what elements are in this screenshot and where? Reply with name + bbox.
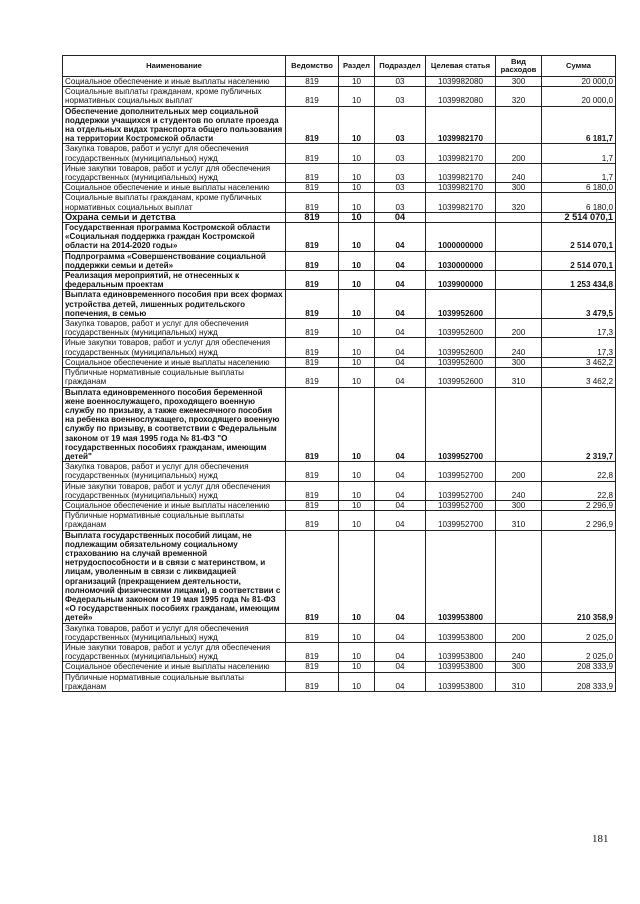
cell-target-article: 1039953800 xyxy=(426,672,496,691)
cell-name: Подпрограмма «Совершенствование социальной поддержки семьи и детей» xyxy=(63,251,286,270)
cell-section: 10 xyxy=(339,623,375,642)
cell-section: 10 xyxy=(339,319,375,338)
cell-department: 819 xyxy=(286,511,339,530)
cell-subsection: 03 xyxy=(375,77,426,87)
cell-expense-type: 300 xyxy=(496,183,542,193)
cell-subsection: 03 xyxy=(375,87,426,106)
cell-expense-type: 310 xyxy=(496,368,542,387)
cell-sum: 1,7 xyxy=(542,163,616,182)
cell-subsection: 04 xyxy=(375,212,426,222)
table-row xyxy=(63,87,616,106)
cell-department: 819 xyxy=(286,290,339,319)
table-row xyxy=(63,357,616,367)
cell-expense-type: 200 xyxy=(496,319,542,338)
cell-name: Государственная программа Костромской области «Социальная поддержка граждан Костромской области на 2014-2020 годы» xyxy=(63,223,286,252)
cell-expense-type: 320 xyxy=(496,193,542,212)
cell-department: 819 xyxy=(286,672,339,691)
cell-subsection: 04 xyxy=(375,319,426,338)
cell-expense-type xyxy=(496,106,542,144)
cell-section: 10 xyxy=(339,193,375,212)
cell-target-article: 1039953800 xyxy=(426,530,496,623)
cell-department: 819 xyxy=(286,87,339,106)
cell-section: 10 xyxy=(339,77,375,87)
cell-target-article: 1039982170 xyxy=(426,193,496,212)
cell-subsection: 04 xyxy=(375,511,426,530)
cell-subsection: 03 xyxy=(375,144,426,163)
cell-name: Публичные нормативные социальные выплаты гражданам xyxy=(63,511,286,530)
header-name: Наименование xyxy=(63,56,286,77)
cell-target-article: 1039953800 xyxy=(426,642,496,661)
page-number: 181 xyxy=(592,833,609,845)
cell-target-article: 1039982170 xyxy=(426,144,496,163)
cell-department: 819 xyxy=(286,387,339,462)
cell-section: 10 xyxy=(339,511,375,530)
cell-department: 819 xyxy=(286,462,339,481)
cell-expense-type: 200 xyxy=(496,144,542,163)
cell-subsection: 03 xyxy=(375,193,426,212)
cell-section: 10 xyxy=(339,271,375,290)
table-row xyxy=(63,212,616,222)
cell-department: 819 xyxy=(286,212,339,222)
table-row xyxy=(63,662,616,672)
cell-target-article: 1039953800 xyxy=(426,623,496,642)
cell-sum: 17,3 xyxy=(542,319,616,338)
cell-subsection: 04 xyxy=(375,251,426,270)
cell-department: 819 xyxy=(286,319,339,338)
cell-subsection: 04 xyxy=(375,662,426,672)
cell-sum: 208 333,9 xyxy=(542,662,616,672)
cell-subsection: 03 xyxy=(375,183,426,193)
cell-name: Иные закупки товаров, работ и услуг для обеспечения государственных (муниципальных) нужд xyxy=(63,338,286,357)
cell-department: 819 xyxy=(286,530,339,623)
cell-target-article: 1039952600 xyxy=(426,290,496,319)
cell-target-article: 1030000000 xyxy=(426,251,496,270)
cell-name: Закупка товаров, работ и услуг для обеспечения государственных (муниципальных) нужд xyxy=(63,319,286,338)
table-row xyxy=(63,387,616,462)
cell-target-article: 1039900000 xyxy=(426,271,496,290)
cell-subsection: 03 xyxy=(375,106,426,144)
cell-sum: 22,8 xyxy=(542,481,616,500)
cell-department: 819 xyxy=(286,623,339,642)
cell-department: 819 xyxy=(286,481,339,500)
cell-section: 10 xyxy=(339,462,375,481)
cell-sum: 20 000,0 xyxy=(542,77,616,87)
budget-table xyxy=(62,55,616,692)
table-row xyxy=(63,642,616,661)
cell-expense-type: 300 xyxy=(496,77,542,87)
table-row xyxy=(63,223,616,252)
cell-sum: 2 319,7 xyxy=(542,387,616,462)
cell-section: 10 xyxy=(339,144,375,163)
table-row xyxy=(63,672,616,691)
cell-section: 10 xyxy=(339,290,375,319)
cell-name: Социальное обеспечение и иные выплаты населению xyxy=(63,500,286,510)
cell-expense-type xyxy=(496,387,542,462)
cell-name: Социальное обеспечение и иные выплаты населению xyxy=(63,183,286,193)
cell-expense-type: 240 xyxy=(496,481,542,500)
table-row xyxy=(63,251,616,270)
cell-expense-type: 300 xyxy=(496,500,542,510)
cell-expense-type: 300 xyxy=(496,662,542,672)
cell-name: Закупка товаров, работ и услуг для обеспечения государственных (муниципальных) нужд xyxy=(63,144,286,163)
cell-sum: 2 025,0 xyxy=(542,642,616,661)
cell-expense-type xyxy=(496,271,542,290)
cell-subsection: 04 xyxy=(375,462,426,481)
cell-sum: 2 514 070,1 xyxy=(542,223,616,252)
cell-department: 819 xyxy=(286,271,339,290)
table-body xyxy=(63,77,616,692)
cell-subsection: 04 xyxy=(375,387,426,462)
cell-department: 819 xyxy=(286,77,339,87)
cell-expense-type: 300 xyxy=(496,357,542,367)
cell-subsection: 04 xyxy=(375,271,426,290)
cell-section: 10 xyxy=(339,163,375,182)
cell-target-article: 1000000000 xyxy=(426,223,496,252)
cell-target-article: 1039952700 xyxy=(426,481,496,500)
cell-subsection: 04 xyxy=(375,223,426,252)
cell-sum: 3 462,2 xyxy=(542,368,616,387)
header-section: Раздел xyxy=(339,56,375,77)
cell-department: 819 xyxy=(286,500,339,510)
cell-name: Социальное обеспечение и иные выплаты населению xyxy=(63,77,286,87)
cell-target-article: 1039952700 xyxy=(426,387,496,462)
cell-target-article: 1039982170 xyxy=(426,106,496,144)
header-sum: Сумма xyxy=(542,56,616,77)
cell-section: 10 xyxy=(339,212,375,222)
cell-department: 819 xyxy=(286,163,339,182)
table-row xyxy=(63,462,616,481)
cell-expense-type: 240 xyxy=(496,338,542,357)
cell-name: Социальное обеспечение и иные выплаты населению xyxy=(63,357,286,367)
cell-expense-type xyxy=(496,223,542,252)
cell-name: Выплата государственных пособий лицам, не подлежащим обязательному социальному страхованию на случай временной нетрудоспособности и в связи с материнством, и лицам, уволенным в связи с ликвидацией организаций (прекращением деятельности, полномочий физическими лицами), в соответствии с Федеральным законом от 19 мая 1995 года № 81-ФЗ «О государственных пособиях гражданам, имеющим детей» xyxy=(63,530,286,623)
table-row xyxy=(63,319,616,338)
cell-section: 10 xyxy=(339,357,375,367)
cell-section: 10 xyxy=(339,368,375,387)
cell-department: 819 xyxy=(286,106,339,144)
cell-subsection: 04 xyxy=(375,642,426,661)
cell-name: Социальные выплаты гражданам, кроме публичных нормативных социальных выплат xyxy=(63,193,286,212)
cell-target-article: 1039982170 xyxy=(426,183,496,193)
cell-target-article: 1039952600 xyxy=(426,319,496,338)
cell-subsection: 04 xyxy=(375,530,426,623)
cell-expense-type: 240 xyxy=(496,163,542,182)
cell-expense-type: 320 xyxy=(496,87,542,106)
cell-sum: 20 000,0 xyxy=(542,87,616,106)
cell-department: 819 xyxy=(286,642,339,661)
cell-section: 10 xyxy=(339,106,375,144)
cell-section: 10 xyxy=(339,642,375,661)
cell-target-article: 1039952700 xyxy=(426,500,496,510)
cell-name: Закупка товаров, работ и услуг для обеспечения государственных (муниципальных) нужд xyxy=(63,623,286,642)
cell-sum: 6 180,0 xyxy=(542,183,616,193)
cell-expense-type: 310 xyxy=(496,511,542,530)
table-row xyxy=(63,623,616,642)
cell-expense-type xyxy=(496,212,542,222)
header-department: Ведомство xyxy=(286,56,339,77)
cell-target-article: 1039952700 xyxy=(426,511,496,530)
cell-expense-type xyxy=(496,290,542,319)
cell-sum: 1,7 xyxy=(542,144,616,163)
cell-sum: 17,3 xyxy=(542,338,616,357)
cell-name: Иные закупки товаров, работ и услуг для обеспечения государственных (муниципальных) нужд xyxy=(63,481,286,500)
cell-target-article: 1039982170 xyxy=(426,163,496,182)
cell-name: Охрана семьи и детства xyxy=(63,212,286,222)
table-row xyxy=(63,106,616,144)
cell-expense-type: 240 xyxy=(496,642,542,661)
cell-name: Публичные нормативные социальные выплаты гражданам xyxy=(63,672,286,691)
cell-subsection: 04 xyxy=(375,357,426,367)
cell-department: 819 xyxy=(286,144,339,163)
cell-sum: 210 358,9 xyxy=(542,530,616,623)
cell-name: Реализация мероприятий, не отнесенных к федеральным проектам xyxy=(63,271,286,290)
table-row xyxy=(63,481,616,500)
cell-name: Обеспечение дополнительных мер социальной поддержки учащихся и студентов по оплате проезда на отдельных видах транспорта общего пользования на территории Костромской области xyxy=(63,106,286,144)
cell-sum: 2 514 070,1 xyxy=(542,212,616,222)
cell-sum: 2 296,9 xyxy=(542,511,616,530)
table-row xyxy=(63,144,616,163)
cell-target-article: 1039952600 xyxy=(426,357,496,367)
cell-target-article: 1039982080 xyxy=(426,77,496,87)
cell-expense-type: 200 xyxy=(496,623,542,642)
cell-name: Выплата единовременного пособия при всех формах устройства детей, лишенных родительского попечения, в семью xyxy=(63,290,286,319)
cell-subsection: 04 xyxy=(375,290,426,319)
cell-subsection: 04 xyxy=(375,481,426,500)
cell-sum: 6 181,7 xyxy=(542,106,616,144)
table-row xyxy=(63,511,616,530)
cell-department: 819 xyxy=(286,338,339,357)
cell-name: Закупка товаров, работ и услуг для обеспечения государственных (муниципальных) нужд xyxy=(63,462,286,481)
cell-section: 10 xyxy=(339,251,375,270)
cell-sum: 1 253 434,8 xyxy=(542,271,616,290)
cell-target-article: 1039952700 xyxy=(426,462,496,481)
cell-subsection: 04 xyxy=(375,368,426,387)
cell-expense-type xyxy=(496,530,542,623)
cell-name: Выплата единовременного пособия беременной жене военнослужащего, проходящего военную службу по призыву, а также ежемесячного пособия на ребенка военнослужащего, проходящего военную службу по призыву, в соответствии с Федеральным законом от 19 мая 1995 года № 81-ФЗ "О государственных пособиях гражданам, имеющим детей" xyxy=(63,387,286,462)
cell-sum: 2 296,9 xyxy=(542,500,616,510)
cell-section: 10 xyxy=(339,387,375,462)
cell-subsection: 04 xyxy=(375,338,426,357)
cell-department: 819 xyxy=(286,662,339,672)
cell-sum: 3 462,2 xyxy=(542,357,616,367)
cell-section: 10 xyxy=(339,481,375,500)
cell-target-article: 1039953800 xyxy=(426,662,496,672)
cell-section: 10 xyxy=(339,662,375,672)
table-row xyxy=(63,368,616,387)
cell-section: 10 xyxy=(339,183,375,193)
cell-target-article: 1039952600 xyxy=(426,368,496,387)
cell-sum: 2 025,0 xyxy=(542,623,616,642)
header-expense-type: Вид расходов xyxy=(496,56,542,77)
cell-subsection: 04 xyxy=(375,623,426,642)
table-row xyxy=(63,77,616,87)
cell-name: Социальные выплаты гражданам, кроме публичных нормативных социальных выплат xyxy=(63,87,286,106)
cell-sum: 3 479,5 xyxy=(542,290,616,319)
cell-subsection: 04 xyxy=(375,500,426,510)
cell-name: Социальное обеспечение и иные выплаты населению xyxy=(63,662,286,672)
cell-name: Иные закупки товаров, работ и услуг для обеспечения государственных (муниципальных) нужд xyxy=(63,163,286,182)
cell-department: 819 xyxy=(286,183,339,193)
cell-section: 10 xyxy=(339,223,375,252)
cell-department: 819 xyxy=(286,357,339,367)
header-target-article: Целевая статья xyxy=(426,56,496,77)
cell-department: 819 xyxy=(286,193,339,212)
table-row xyxy=(63,530,616,623)
table-row xyxy=(63,290,616,319)
header-subsection: Подраздел xyxy=(375,56,426,77)
cell-subsection: 04 xyxy=(375,672,426,691)
cell-department: 819 xyxy=(286,223,339,252)
table-row xyxy=(63,500,616,510)
cell-target-article: 1039952600 xyxy=(426,338,496,357)
table-row xyxy=(63,271,616,290)
cell-department: 819 xyxy=(286,251,339,270)
table-row xyxy=(63,183,616,193)
cell-subsection: 03 xyxy=(375,163,426,182)
cell-name: Публичные нормативные социальные выплаты гражданам xyxy=(63,368,286,387)
cell-section: 10 xyxy=(339,338,375,357)
cell-target-article: 1039982080 xyxy=(426,87,496,106)
table-row xyxy=(63,338,616,357)
table-row xyxy=(63,193,616,212)
cell-target-article xyxy=(426,212,496,222)
cell-section: 10 xyxy=(339,500,375,510)
cell-section: 10 xyxy=(339,672,375,691)
table-header-row xyxy=(63,56,616,77)
table-row xyxy=(63,163,616,182)
cell-sum: 208 333,9 xyxy=(542,672,616,691)
cell-expense-type: 200 xyxy=(496,462,542,481)
cell-section: 10 xyxy=(339,87,375,106)
cell-section: 10 xyxy=(339,530,375,623)
cell-expense-type xyxy=(496,251,542,270)
cell-expense-type: 310 xyxy=(496,672,542,691)
cell-department: 819 xyxy=(286,368,339,387)
cell-name: Иные закупки товаров, работ и услуг для обеспечения государственных (муниципальных) нужд xyxy=(63,642,286,661)
cell-sum: 6 180,0 xyxy=(542,193,616,212)
cell-sum: 2 514 070,1 xyxy=(542,251,616,270)
cell-sum: 22,8 xyxy=(542,462,616,481)
